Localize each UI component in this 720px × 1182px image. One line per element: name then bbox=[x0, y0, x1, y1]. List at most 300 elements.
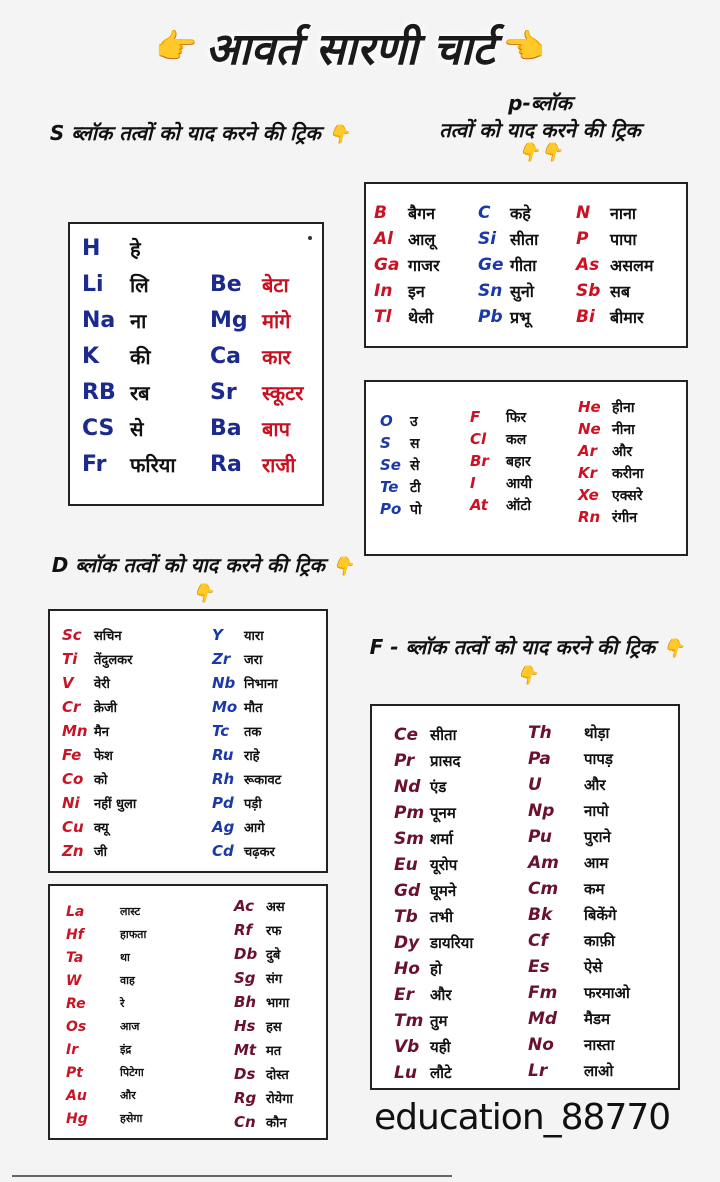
element-row bbox=[66, 1038, 146, 1061]
element-row bbox=[62, 647, 136, 671]
element-symbol: Cu bbox=[62, 818, 84, 836]
element-row bbox=[234, 894, 293, 918]
element-symbol: RB bbox=[82, 379, 116, 405]
element-row bbox=[576, 200, 653, 226]
p1-column-2 bbox=[478, 200, 538, 330]
element-symbol: Er bbox=[394, 985, 414, 1005]
element-symbol: Ti bbox=[62, 650, 78, 668]
mnemonic-word: ऑटो bbox=[506, 497, 532, 514]
element-symbol: Tb bbox=[394, 907, 418, 927]
element-symbol: Cn bbox=[234, 1113, 256, 1131]
element-symbol: Te bbox=[380, 478, 399, 496]
mnemonic-word: भागा bbox=[266, 996, 290, 1011]
element-symbol: Cl bbox=[470, 430, 487, 448]
element-symbol: Cr bbox=[62, 698, 81, 716]
mnemonic-word: इन bbox=[408, 282, 425, 301]
mnemonic-word: से bbox=[130, 416, 144, 441]
element-row bbox=[62, 719, 136, 743]
element-row bbox=[234, 942, 293, 966]
element-symbol: F bbox=[470, 408, 481, 426]
element-symbol: As bbox=[576, 255, 600, 275]
mnemonic-word: फरिया bbox=[130, 452, 176, 477]
element-symbol: CS bbox=[82, 415, 115, 441]
mnemonic-word: उ bbox=[410, 413, 418, 430]
element-symbol: Cd bbox=[212, 842, 234, 860]
bottom-divider bbox=[12, 1175, 452, 1177]
element-row bbox=[528, 850, 630, 876]
element-row bbox=[394, 748, 473, 774]
element-symbol: Rh bbox=[212, 770, 235, 788]
element-row bbox=[212, 719, 281, 743]
mnemonic-word: हे bbox=[130, 236, 141, 261]
element-row bbox=[82, 230, 176, 266]
mnemonic-word: सचिन bbox=[94, 629, 122, 644]
p2-column-2 bbox=[470, 406, 532, 516]
mnemonic-word: प्रासद bbox=[430, 752, 461, 770]
element-symbol: Kr bbox=[578, 464, 598, 482]
element-symbol: Sc bbox=[62, 626, 82, 644]
element-row bbox=[374, 278, 440, 304]
mnemonic-word: जरा bbox=[244, 653, 263, 668]
mnemonic-word: मौत bbox=[244, 701, 263, 716]
pointing-hand-right-icon: 👉 bbox=[155, 27, 198, 67]
mnemonic-word: राजी bbox=[262, 452, 296, 477]
mnemonic-word: काफ़ी bbox=[584, 932, 615, 950]
element-row bbox=[212, 695, 281, 719]
mnemonic-word: लाओ bbox=[584, 1062, 614, 1080]
element-row bbox=[66, 1015, 146, 1038]
element-row bbox=[528, 980, 630, 1006]
element-symbol: Br bbox=[470, 452, 489, 470]
element-row bbox=[576, 278, 653, 304]
element-symbol: Ac bbox=[234, 897, 255, 915]
element-row bbox=[374, 226, 440, 252]
element-symbol: La bbox=[66, 903, 85, 920]
element-row bbox=[66, 1061, 146, 1084]
mnemonic-word: लौटे bbox=[430, 1064, 452, 1082]
element-row bbox=[374, 252, 440, 278]
element-row bbox=[576, 226, 653, 252]
mnemonic-word: रूकावट bbox=[244, 773, 282, 788]
pointing-hand-down-icon: 👇👇 bbox=[517, 142, 563, 163]
mnemonic-word: था bbox=[120, 951, 130, 964]
mnemonic-word: नास्ता bbox=[584, 1036, 615, 1054]
element-symbol: Hs bbox=[234, 1017, 256, 1035]
element-symbol: Lu bbox=[394, 1063, 417, 1083]
mnemonic-word: स bbox=[410, 435, 420, 452]
mnemonic-word: नीना bbox=[612, 421, 635, 438]
element-row bbox=[66, 1107, 146, 1130]
mnemonic-word: से bbox=[410, 457, 420, 474]
element-row bbox=[62, 743, 136, 767]
element-symbol: Re bbox=[66, 995, 86, 1012]
element-row bbox=[62, 623, 136, 647]
element-row bbox=[478, 252, 538, 278]
mnemonic-word: हसेगा bbox=[120, 1112, 143, 1125]
element-symbol: Ge bbox=[478, 255, 504, 275]
element-row bbox=[66, 946, 146, 969]
mnemonic-word: फेश bbox=[94, 749, 113, 764]
mnemonic-word: पापा bbox=[610, 230, 637, 249]
element-row bbox=[380, 432, 422, 454]
element-row bbox=[394, 1060, 473, 1086]
element-symbol: Gd bbox=[394, 881, 421, 901]
element-symbol: B bbox=[374, 203, 387, 223]
mnemonic-word: नापो bbox=[584, 802, 609, 820]
element-symbol: Au bbox=[66, 1087, 87, 1104]
element-symbol: Es bbox=[528, 957, 550, 977]
element-symbol: H bbox=[82, 235, 101, 261]
element-symbol: Pt bbox=[66, 1064, 83, 1081]
mnemonic-word: असलम bbox=[610, 256, 654, 275]
d-block-box-1 bbox=[48, 609, 328, 873]
element-row bbox=[528, 1032, 630, 1058]
element-row bbox=[578, 484, 644, 506]
element-symbol: Hg bbox=[66, 1110, 88, 1127]
element-row bbox=[212, 647, 281, 671]
title-text: आवर्त सारणी चार्ट bbox=[205, 24, 495, 75]
mnemonic-word: बेटा bbox=[262, 272, 289, 297]
element-row bbox=[578, 506, 644, 528]
element-symbol: Md bbox=[528, 1009, 558, 1029]
element-symbol: K bbox=[82, 343, 100, 369]
element-row bbox=[62, 791, 136, 815]
element-row bbox=[394, 1008, 473, 1034]
mnemonic-word: आज bbox=[120, 1020, 140, 1033]
pointing-hand-down-icon: 👇👇 bbox=[515, 638, 685, 686]
pointing-hand-down-icon: 👇👇 bbox=[191, 556, 355, 604]
element-symbol: Ra bbox=[210, 451, 242, 477]
element-row bbox=[528, 876, 630, 902]
mnemonic-word: लास्ट bbox=[120, 905, 141, 918]
element-row bbox=[478, 200, 538, 226]
element-symbol: Xe bbox=[578, 486, 599, 504]
element-symbol: Ir bbox=[66, 1041, 79, 1058]
element-symbol: Ga bbox=[374, 255, 400, 275]
element-row bbox=[470, 450, 532, 472]
mnemonic-word: नाना bbox=[610, 204, 637, 223]
mnemonic-word: हस bbox=[266, 1020, 282, 1035]
mnemonic-word: सब bbox=[610, 282, 630, 301]
element-symbol: Fe bbox=[62, 746, 82, 764]
mnemonic-word: तभी bbox=[430, 908, 453, 926]
element-symbol: Dy bbox=[394, 933, 420, 953]
element-row bbox=[528, 902, 630, 928]
element-row bbox=[210, 410, 303, 446]
mnemonic-word: पो bbox=[410, 501, 422, 518]
p-block-heading-line2: तत्वों को याद करने की ट्रिक bbox=[439, 118, 641, 142]
f-block-heading bbox=[360, 634, 694, 688]
element-row bbox=[210, 302, 303, 338]
element-row bbox=[374, 200, 440, 226]
element-row bbox=[528, 1058, 630, 1084]
f-column-2 bbox=[528, 720, 630, 1084]
element-symbol: Al bbox=[374, 229, 393, 249]
element-symbol: W bbox=[66, 972, 82, 989]
element-symbol: Po bbox=[380, 500, 402, 518]
element-symbol: Am bbox=[528, 853, 559, 873]
element-row bbox=[82, 446, 176, 482]
mnemonic-word: गाजर bbox=[408, 256, 440, 275]
element-symbol: Vb bbox=[394, 1037, 420, 1057]
mnemonic-word: पूनम bbox=[430, 804, 456, 822]
mnemonic-word: मांगे bbox=[262, 308, 291, 333]
element-symbol: Mt bbox=[234, 1041, 257, 1059]
mnemonic-word: यही bbox=[430, 1038, 451, 1056]
element-row bbox=[528, 720, 630, 746]
element-symbol: P bbox=[576, 229, 589, 249]
mnemonic-word: राहे bbox=[244, 749, 260, 764]
mnemonic-word: हाफता bbox=[120, 928, 147, 941]
mnemonic-word: चढ़कर bbox=[244, 845, 275, 860]
element-symbol: Tm bbox=[394, 1011, 424, 1031]
p1-column-3 bbox=[576, 200, 653, 330]
element-symbol: Pb bbox=[478, 307, 503, 327]
s-block-heading-text: S ब्लॉक तत्वों को याद करने की ट्रिक bbox=[49, 121, 321, 145]
element-symbol: Ce bbox=[394, 725, 419, 745]
element-row bbox=[528, 928, 630, 954]
mnemonic-word: थेली bbox=[408, 308, 434, 327]
element-symbol: Hf bbox=[66, 926, 84, 943]
element-symbol: Pd bbox=[212, 794, 234, 812]
mnemonic-word: रोयेगा bbox=[266, 1092, 293, 1107]
element-row bbox=[576, 252, 653, 278]
element-row bbox=[528, 772, 630, 798]
d2-column-1 bbox=[66, 900, 146, 1130]
element-symbol: Db bbox=[234, 945, 258, 963]
mnemonic-word: आम bbox=[584, 854, 609, 872]
element-symbol: Lr bbox=[528, 1061, 548, 1081]
mnemonic-word: करीना bbox=[612, 465, 644, 482]
mnemonic-word: अस bbox=[266, 900, 285, 915]
dot-mark bbox=[308, 236, 312, 240]
mnemonic-word: गीता bbox=[510, 256, 537, 275]
mnemonic-word: कार bbox=[262, 344, 291, 369]
s-block-heading bbox=[40, 120, 360, 147]
mnemonic-word: मैडम bbox=[584, 1010, 610, 1028]
mnemonic-word: बाप bbox=[262, 416, 290, 441]
mnemonic-word: और bbox=[584, 776, 606, 794]
element-symbol: Ne bbox=[578, 420, 601, 438]
element-symbol: Fm bbox=[528, 983, 558, 1003]
mnemonic-word: बैगन bbox=[408, 204, 436, 223]
p1-column-1 bbox=[374, 200, 440, 330]
element-symbol: U bbox=[528, 775, 542, 795]
element-symbol: Fr bbox=[82, 451, 107, 477]
mnemonic-word: इंद्र bbox=[120, 1043, 132, 1056]
mnemonic-word: घूमने bbox=[430, 882, 457, 900]
mnemonic-word: वेरी bbox=[94, 677, 110, 692]
mnemonic-word: आयी bbox=[506, 475, 533, 492]
mnemonic-word: रंगीन bbox=[612, 509, 638, 526]
element-row bbox=[210, 266, 303, 302]
element-symbol: Rn bbox=[578, 508, 601, 526]
element-symbol: N bbox=[576, 203, 591, 223]
element-row bbox=[62, 767, 136, 791]
s-block-right-column bbox=[210, 266, 303, 482]
pointing-hand-left-icon: 👈 bbox=[502, 27, 545, 67]
mnemonic-word: वाह bbox=[120, 974, 135, 987]
element-symbol: Ds bbox=[234, 1065, 256, 1083]
mnemonic-word: कम bbox=[584, 880, 605, 898]
element-row bbox=[234, 990, 293, 1014]
element-row bbox=[210, 374, 303, 410]
s-block-box bbox=[68, 222, 324, 506]
element-symbol: At bbox=[470, 496, 488, 514]
element-row bbox=[66, 900, 146, 923]
element-row bbox=[62, 671, 136, 695]
element-row bbox=[380, 454, 422, 476]
mnemonic-word: एक्सरे bbox=[612, 487, 643, 504]
mnemonic-word: टी bbox=[410, 479, 421, 496]
element-symbol: Ar bbox=[578, 442, 598, 460]
element-symbol: Li bbox=[82, 271, 104, 297]
mnemonic-word: प्रभू bbox=[510, 308, 531, 327]
element-symbol: Y bbox=[212, 626, 223, 644]
element-row bbox=[470, 472, 532, 494]
element-row bbox=[62, 839, 136, 863]
pointing-hand-down-icon: 👇 bbox=[327, 124, 351, 145]
mnemonic-word: रब bbox=[130, 380, 150, 405]
element-row bbox=[394, 904, 473, 930]
element-symbol: Rf bbox=[234, 921, 253, 939]
element-row bbox=[234, 918, 293, 942]
element-row bbox=[212, 815, 281, 839]
element-symbol: Os bbox=[66, 1018, 87, 1035]
mnemonic-word: रे bbox=[120, 997, 125, 1010]
element-symbol: Sb bbox=[576, 281, 601, 301]
element-symbol: Pa bbox=[528, 749, 551, 769]
element-row bbox=[478, 226, 538, 252]
mnemonic-word: सीता bbox=[510, 230, 539, 249]
element-row bbox=[394, 774, 473, 800]
element-symbol: Se bbox=[380, 456, 401, 474]
d-block-heading bbox=[48, 552, 358, 606]
element-symbol: Ni bbox=[62, 794, 80, 812]
element-symbol: Ca bbox=[210, 343, 241, 369]
mnemonic-word: पिटेगा bbox=[120, 1066, 144, 1079]
mnemonic-word: तुम bbox=[430, 1012, 448, 1030]
mnemonic-word: ना bbox=[130, 308, 147, 333]
element-symbol: Bi bbox=[576, 307, 595, 327]
d1-column-2 bbox=[212, 623, 281, 863]
element-row bbox=[394, 826, 473, 852]
mnemonic-word: शर्मा bbox=[430, 830, 454, 848]
mnemonic-word: पड़ी bbox=[244, 797, 262, 812]
element-row bbox=[66, 923, 146, 946]
mnemonic-word: दोस्त bbox=[266, 1068, 289, 1083]
mnemonic-word: संग bbox=[266, 972, 283, 987]
mnemonic-word: बहार bbox=[506, 453, 531, 470]
element-symbol: In bbox=[374, 281, 393, 301]
p2-column-3 bbox=[578, 396, 644, 528]
mnemonic-word: दुबे bbox=[266, 948, 281, 963]
element-symbol: Ta bbox=[66, 949, 84, 966]
element-row bbox=[394, 930, 473, 956]
mnemonic-word: तेंदुलकर bbox=[94, 653, 133, 668]
element-row bbox=[234, 1086, 293, 1110]
element-row bbox=[234, 1038, 293, 1062]
element-symbol: Si bbox=[478, 229, 497, 249]
p-block-heading-line1: p-ब्लॉक bbox=[508, 91, 572, 115]
mnemonic-word: कल bbox=[506, 431, 527, 448]
element-row bbox=[578, 418, 644, 440]
d-block-heading-text: D ब्लॉक तत्वों को याद करने की ट्रिक bbox=[51, 553, 325, 577]
s-block-left-column bbox=[82, 230, 176, 482]
element-row bbox=[212, 743, 281, 767]
mnemonic-word: और bbox=[430, 986, 452, 1004]
element-symbol: I bbox=[470, 474, 476, 492]
mnemonic-word: क्यू bbox=[94, 821, 109, 836]
element-row bbox=[212, 671, 281, 695]
element-row bbox=[394, 1034, 473, 1060]
element-row bbox=[234, 1062, 293, 1086]
element-symbol: Mn bbox=[62, 722, 88, 740]
element-row bbox=[578, 440, 644, 462]
mnemonic-word: थोड़ा bbox=[584, 724, 610, 742]
mnemonic-word: रफ bbox=[266, 924, 282, 939]
element-row bbox=[380, 410, 422, 432]
element-row bbox=[380, 498, 422, 520]
mnemonic-word: यारा bbox=[244, 629, 264, 644]
element-row bbox=[82, 302, 176, 338]
element-row bbox=[470, 494, 532, 516]
mnemonic-word: निभाना bbox=[244, 677, 278, 692]
element-symbol: Np bbox=[528, 801, 555, 821]
element-row bbox=[66, 1084, 146, 1107]
element-symbol: Sm bbox=[394, 829, 424, 849]
d2-column-2 bbox=[234, 894, 293, 1134]
element-symbol: V bbox=[62, 674, 74, 692]
element-symbol: Rg bbox=[234, 1089, 257, 1107]
element-row bbox=[578, 462, 644, 484]
mnemonic-word: मत bbox=[266, 1044, 282, 1059]
element-symbol: Mg bbox=[210, 307, 248, 333]
mnemonic-word: क्रेजी bbox=[94, 701, 117, 716]
element-symbol: Tc bbox=[212, 722, 230, 740]
element-symbol: Pm bbox=[394, 803, 425, 823]
element-row bbox=[66, 969, 146, 992]
f-block-heading-text: F - ब्लॉक तत्वों को याद करने की ट्रिक bbox=[369, 635, 656, 659]
element-row bbox=[576, 304, 653, 330]
mnemonic-word: स्कूटर bbox=[262, 380, 304, 405]
element-row bbox=[234, 966, 293, 990]
mnemonic-word: डायरिया bbox=[430, 934, 474, 952]
element-symbol: Mo bbox=[212, 698, 238, 716]
element-symbol: No bbox=[528, 1035, 554, 1055]
mnemonic-word: यूरोप bbox=[430, 856, 458, 874]
element-symbol: Ho bbox=[394, 959, 420, 979]
mnemonic-word: और bbox=[612, 443, 633, 460]
element-symbol: Zn bbox=[62, 842, 84, 860]
mnemonic-word: कहे bbox=[510, 204, 531, 223]
element-row bbox=[380, 476, 422, 498]
element-row bbox=[212, 839, 281, 863]
element-row bbox=[394, 956, 473, 982]
mnemonic-word: नहीं धुला bbox=[94, 797, 137, 812]
mnemonic-word: पापड़ bbox=[584, 750, 613, 768]
element-symbol: Bh bbox=[234, 993, 257, 1011]
element-symbol: He bbox=[578, 398, 601, 416]
element-row bbox=[62, 815, 136, 839]
mnemonic-word: हो bbox=[430, 960, 442, 978]
mnemonic-word: हीना bbox=[612, 399, 635, 416]
mnemonic-word: आलू bbox=[408, 230, 436, 249]
mnemonic-word: बीमार bbox=[610, 308, 644, 327]
element-symbol: Sr bbox=[210, 379, 237, 405]
element-row bbox=[82, 266, 176, 302]
mnemonic-word: कौन bbox=[266, 1116, 287, 1131]
